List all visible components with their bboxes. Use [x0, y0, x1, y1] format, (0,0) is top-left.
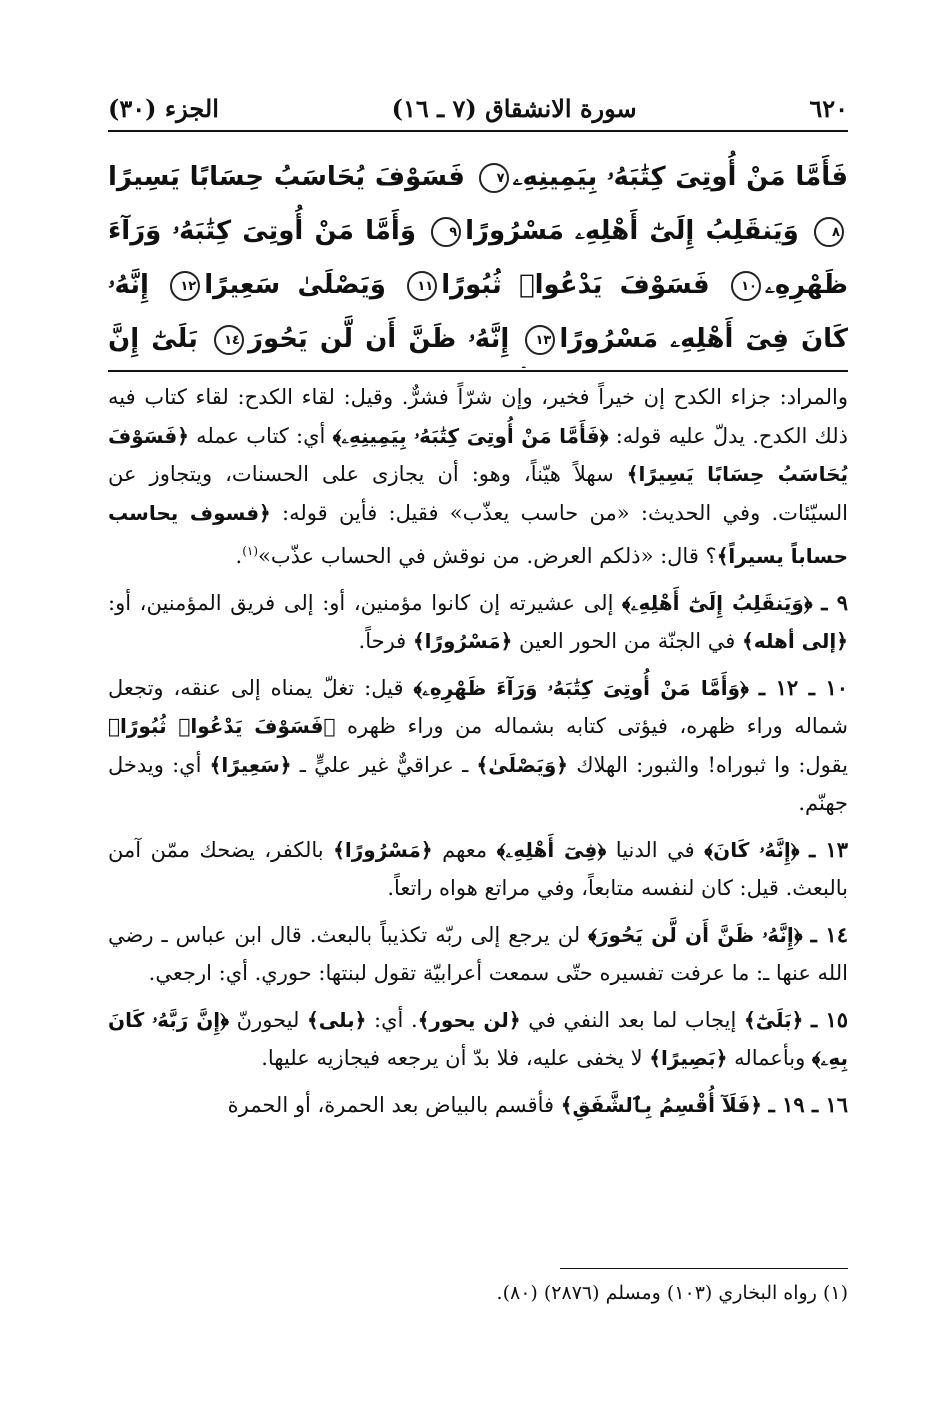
quran-quote: ﴿إِنَّهُۥ ظَنَّ أَن لَّن يَحُورَ﴾: [588, 922, 803, 947]
commentary-text: ؟ قال: «ذلكم العرض. من نوقش في الحساب عذّب»: [258, 544, 717, 568]
quran-quote: ﴿فسوف يحاسب حساباً يسيراً﴾: [108, 500, 848, 568]
verse-text: إِنَّهُۥ ظَنَّ أَن لَّن يَحُورَ: [248, 324, 510, 354]
verse-text: بَلَىٰٓ إِنَّ: [108, 324, 198, 354]
commentary-text: فرحاً.: [358, 629, 413, 653]
verse-number-marker: ١٣: [525, 325, 555, 355]
commentary-paragraph: [108, 669, 848, 823]
verse-text: وَأَمَّا مَنْ أُوتِىَ كِتَٰبَهُۥ وَرَآءَ ظَهْرِهِۦ: [108, 216, 848, 300]
commentary-text: ـ عراقيٌّ غير عليٍّ ـ: [291, 752, 477, 777]
commentary-paragraph: [108, 916, 848, 993]
juz-label: الجزء (٣٠): [108, 93, 219, 123]
quran-quote: ﴿بلى﴾: [307, 1007, 367, 1032]
verse-number-marker: ٩: [431, 217, 461, 247]
verse-number-marker: ١١: [407, 271, 437, 301]
commentary-text: فأقسم بالبياض بعد الحمرة، أو الحمرة: [227, 1092, 561, 1117]
commentary-text: أي: ويدخل جهنّم.: [108, 752, 848, 815]
verse-number-marker: ١٤: [214, 325, 244, 355]
quran-quote: ﴿إِنَّ رَبَّهُۥ كَانَ بِهِۦ﴾: [108, 1007, 848, 1070]
quran-quote: ﴿فَلَآ أُقْسِمُ بِٱلشَّفَقِ﴾: [560, 1092, 762, 1117]
commentary-text: إلى عشيرته إن كانوا مؤمنين، أو: إلى فريق المؤمنين، أو:: [108, 590, 623, 615]
verse-range-number: ١٦ ـ ١٩ ـ: [768, 1091, 848, 1117]
verse-range-number: ١٤ ـ: [810, 921, 848, 947]
footnote-divider: [560, 1268, 848, 1269]
verse-range-number: ١٣ ـ: [809, 836, 848, 862]
commentary-paragraph: [108, 378, 848, 576]
commentary-text: سهلاً هيّناً، وهو: أن يجازى على الحسنات، ويتجاوز عن السيّئات. وفي الحديث: «من حاسب يعذّب» فقيل: فأين قوله:: [108, 462, 848, 525]
quran-quote: ﴿فَسَوْفَ يَدْعُوا۟ ثُبُورًا﴾: [108, 714, 336, 738]
commentary-text: والمراد: جزاء الكدح إن خيراً فخير، وإن شرّاً فشرٌّ. وقيل: لقاء الكدح: لقاء كتاب فيه ذلك الكدح. يدلّ عليه قوله:: [108, 385, 848, 448]
page-number: ٦٢٠: [809, 93, 848, 123]
quran-quote: ﴿فَسَوْفَ يُحَاسَبُ حِسَابًا يَسِيرًا﴾: [108, 423, 848, 486]
commentary-text: .: [235, 544, 243, 568]
verse-text: وَيَنقَلِبُ إِلَىٰٓ أَهْلِهِۦ مَسْرُورًا: [465, 216, 799, 246]
footnote-marker: (١): [822, 1282, 848, 1304]
commentary-body: [108, 378, 848, 1258]
quran-quote: ﴿بَلَىٰٓ﴾: [743, 1007, 804, 1032]
commentary-text: ليحورنّ: [229, 1007, 308, 1032]
verse-range-number: ١٥ ـ: [811, 1006, 848, 1032]
verse-number-marker: ٨: [814, 217, 844, 247]
verse-number-marker: ٧: [479, 163, 509, 193]
commentary-text: لا يخفى عليه، فلا بدّ أن يرجعه فيجازيه عليها.: [261, 1046, 650, 1070]
quran-verses-block: [108, 150, 848, 368]
verse-text: إِنَّهُۥ كَانَ فِىٓ أَهْلِهِۦ مَسْرُورًا: [108, 270, 848, 354]
quran-quote: ﴿إِنَّهُۥ كَانَ﴾: [704, 837, 800, 862]
verse-number-marker: ١٠: [731, 271, 761, 301]
quran-quote: ﴿سَعِيرًا﴾: [209, 752, 292, 777]
commentary-text: إيجاب لما بعد النفي في: [520, 1007, 744, 1032]
commentary-text: . أي:: [366, 1007, 418, 1032]
commentary-paragraph: [108, 1001, 848, 1078]
verse-text: فَسَوْفَ يُحَاسَبُ حِسَابًا يَسِيرًا: [108, 162, 465, 192]
quran-quote: ﴿مَسْرُورًا﴾: [412, 629, 513, 653]
quran-quote: ﴿مَسْرُورًا﴾: [333, 837, 433, 862]
commentary-text: وبأعماله: [727, 1046, 812, 1070]
commentary-text: معهم: [432, 837, 497, 862]
quran-quote: ﴿وَأَمَّا مَنْ أُوتِىَ كِتَٰبَهُۥ وَرَآءَ ظَهْرِهِۦ﴾: [413, 675, 749, 700]
running-header: [108, 86, 848, 132]
footnote-reference: (١): [242, 544, 259, 558]
commentary-text: أي: كتاب عمله: [188, 423, 333, 448]
quran-quote: ﴿فَأَمَّا مَنْ أُوتِىَ كِتَٰبَهُۥ بِيَمِينِهِۦ﴾: [332, 423, 609, 448]
verse-text: فَأَمَّا مَنْ أُوتِىَ كِتَٰبَهُۥ بِيَمِينِهِۦ: [512, 162, 848, 192]
quran-quote: ﴿فِىٓ أَهْلِهِۦ﴾: [496, 837, 607, 862]
commentary-paragraph: [108, 831, 848, 908]
commentary-text: لن يرجع إلى ربّه تكذيباً بالبعث. قال ابن عباس ـ رضي الله عنها ـ: ما عرفت تفسيره حتّى سمعت أعرابيّة تقول لبنتها: حوري. أي: ارجعي.: [108, 922, 848, 985]
quran-quote: ﴿بَصِيرًا﴾: [649, 1046, 728, 1070]
verse-number-marker: ١٢: [170, 271, 200, 301]
quran-quote: ﴿وَيَصْلَىٰ﴾: [476, 752, 568, 777]
commentary-text: قيل: تغلّ يمناه إلى عنقه، وتجعل شماله وراء ظهره، فيؤتى كتابه بشماله من وراء ظهره: [108, 675, 848, 738]
commentary-text: في الجنّة من الحور العين: [512, 629, 742, 653]
footnote-text: رواه البخاري (١٠٣) ومسلم (٢٨٧٦) (٨٠).: [496, 1282, 817, 1304]
commentary-paragraph: [108, 1086, 848, 1125]
commentary-paragraph: [108, 584, 848, 661]
verse-range-number: ١٠ ـ ١٢ ـ: [758, 674, 848, 700]
surah-title: سورة الانشقاق (٧ ـ ١٦): [391, 93, 637, 123]
commentary-text: يقول: وا ثبوراه! والثبور: الهلاك: [567, 752, 848, 777]
commentary-text: بالكفر، يضحك ممّن آمن بالبعث. قيل: كان لنفسه متابعاً، وفي مراتع هواه راتعاً.: [108, 837, 848, 900]
verse-text: فَسَوْفَ يَدْعُوا۟ ثُبُورًا: [441, 270, 710, 300]
verse-text: وَيَصْلَىٰ سَعِيرًا: [204, 270, 386, 300]
quran-quote: ﴿وَيَنقَلِبُ إِلَىٰٓ أَهْلِهِۦ﴾: [622, 590, 813, 615]
verse-range-number: ٩ ـ: [821, 589, 848, 615]
section-divider: [108, 370, 848, 372]
footnote: [108, 1276, 848, 1310]
quran-quote: ﴿لن يحور﴾: [417, 1007, 521, 1032]
commentary-text: في الدنيا: [606, 837, 705, 862]
quran-quote: ﴿إلى أهله﴾: [741, 629, 848, 653]
